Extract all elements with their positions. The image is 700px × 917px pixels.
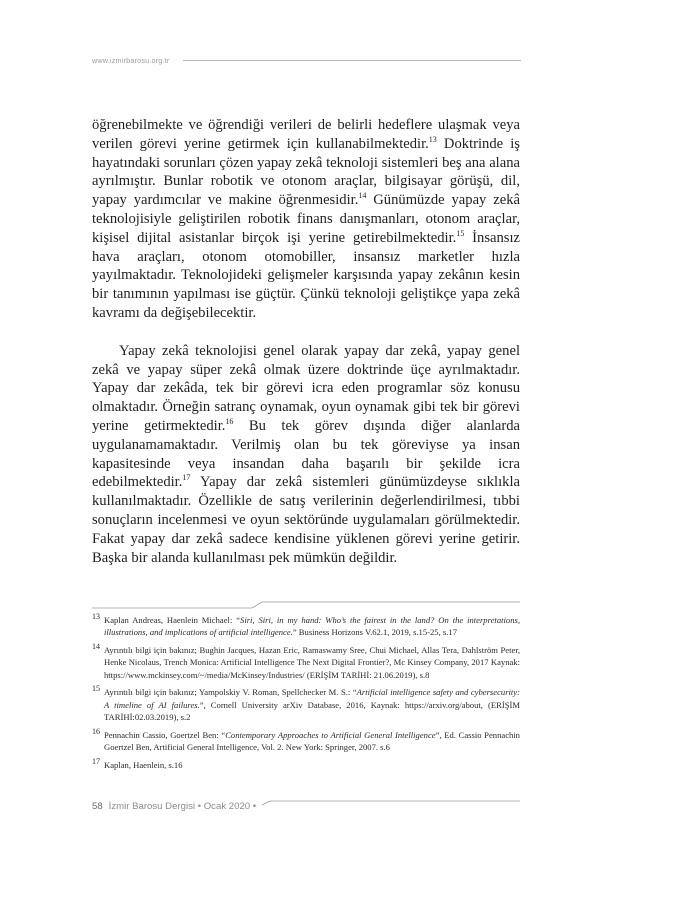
text-run: ” Business Horizons V.62.1, 2019, s.15-25, s.17 xyxy=(292,627,457,638)
italic-title: Contemporary Approaches to Artificial General Intelligence xyxy=(225,729,436,740)
text-run: Günümüzde yapay zekâ teknolojisiyle geliştirilen robotik finans danışmanları, otonom araçlar, kişisel dijital asistanlar birçok işi yerine getirebilmektedir. xyxy=(92,192,520,246)
text-run: Kaplan Andreas, Haenlein Michael: “ xyxy=(104,615,241,625)
text-run: İnsansız hava araçları, otonom otomobiller, insansız marketler hızla yayılmaktadır. Teknolojideki gelişmeler karşısında yapay zekânın kesin bir tanımının yapılması ise güçtür. Çünkü teknoloji geliştikçe yapa zekâ kavramı da değişebilecektir. xyxy=(92,229,520,321)
text-run: Ayrıntılı bilgi için bakınız; Bughin Jacques, Hazan Eric, Ramaswamy Sree, Chui Michael, Allas Tera, Dahlström Peter, Henke Nicolaus, Trench Monica: Artificial Intelligence The Next Digital Frontier?, Mc Kinsey Company, 2017 Kaynak: https://www.mckinsey.com/~/media/McKinsey/Industries/ (ERİŞİM TARİHİ: 21.06.2019), s.8 xyxy=(104,645,520,680)
text-run: ”, Ed. Cassio Pennachin Goertzel Ben, Artificial General Intelligence, Vol. 2. New York: Springer, 2007. s.6 xyxy=(104,729,520,753)
footnote-ref: 14 xyxy=(358,191,367,201)
text-run: Doktrinde iş hayatındaki sorunları çözen yapay zekâ teknoloji sistemleri beş ana alana ayrılmıştır. Bunlar robotik ve otonom araçlar, bilgisayar görüşü, dil, yapay yardımcılar ve makine öğrenmesidir. xyxy=(92,135,520,209)
page-footer xyxy=(92,801,260,812)
body-text xyxy=(92,116,520,567)
text-run: Ayrıntılı bilgi için bakınız; Yampolskiy V. Roman, Spellchecker M. S.: “ xyxy=(104,687,357,698)
paragraph-2 xyxy=(92,342,520,568)
footnote-16 xyxy=(92,726,520,754)
text-run: Pennachin Cassio, Goertzel Ben: “ xyxy=(104,729,226,740)
text-run: Bu tek görev dışında diğer alanlarda uygulanamamaktadır. Verilmiş olan bu tek göreviyse ya insan kapasitesinde veya insandan daha başarılı bir şekilde icra edebilmektedir. xyxy=(92,417,520,491)
header-url: www.izmirbarosu.org.tr xyxy=(92,56,170,65)
text-run: Kaplan, Haenlein, s.16 xyxy=(104,759,183,770)
footnote-number: 16 xyxy=(92,726,100,736)
footnote-15 xyxy=(92,686,520,723)
text-run: ”, Cornell University arXiv Database, 2016, Kaynak: https://arxiv.org/about, (ERİŞİM TARİHİ:02.03.2019), s.2 xyxy=(104,699,520,723)
footnote-ref: 16 xyxy=(225,416,234,426)
footnotes xyxy=(92,614,520,777)
footnote-14 xyxy=(92,644,520,681)
footnote-17 xyxy=(92,756,520,771)
header-rule xyxy=(183,60,521,61)
footnote-divider xyxy=(92,600,520,610)
footnote-number: 13 xyxy=(92,612,100,621)
footnote-ref: 17 xyxy=(182,473,191,483)
italic-title: Artificial intelligence safety and cybersecurity: A timeline of AI failures. xyxy=(104,687,520,710)
italic-title: Siri, Siri, in my hand: Who’s the fairest in the land? On the interpretations, illustrations, and implications of artificial intelligence. xyxy=(104,615,520,638)
text-run: Yapay zekâ teknolojisi genel olarak yapay dar zekâ, yapay genel zekâ ve yapay süper zekâ olmak üzere doktrinde üçe ayrılmaktadır. Yapay dar zekâda, tek bir görevi icra eden programlar söz konusu olmaktadır. Örneğin satranç oynamak, oyun oynamak gibi tek bir görevi yerine getirmektedir. xyxy=(92,342,520,434)
footnote-ref: 15 xyxy=(456,228,465,238)
text-run: öğrenebilmekte ve öğrendiği verileri de belirli hedeflere ulaşmak veya verilen görevi yerine getirmek için kullanabilmektedir. xyxy=(92,117,520,152)
text-run: Yapay dar zekâ sistemleri günümüzdeyse sıklıkla kullanılmaktadır. Özellikle de satış verilerinin değerlendirilmesi, tıbbi sonuçların incelenmesi ve oyun sektöründe uygulamaları görülmektedir. Fakat yapay dar zekâ sadece kendisine yüklenen görevi yerine getirir. Başka bir alanda kullanılması pek mümkün değildir. xyxy=(92,474,520,566)
footnote-number: 15 xyxy=(92,684,100,694)
footnote-13 xyxy=(92,614,520,639)
page-number: 58 xyxy=(92,801,103,812)
footnote-ref: 13 xyxy=(428,134,437,144)
journal-name: İzmir Barosu Dergisi • Ocak 2020 • xyxy=(108,801,257,812)
paragraph-1 xyxy=(92,116,520,323)
footnote-number: 14 xyxy=(92,642,100,652)
footnote-number: 17 xyxy=(92,756,100,766)
